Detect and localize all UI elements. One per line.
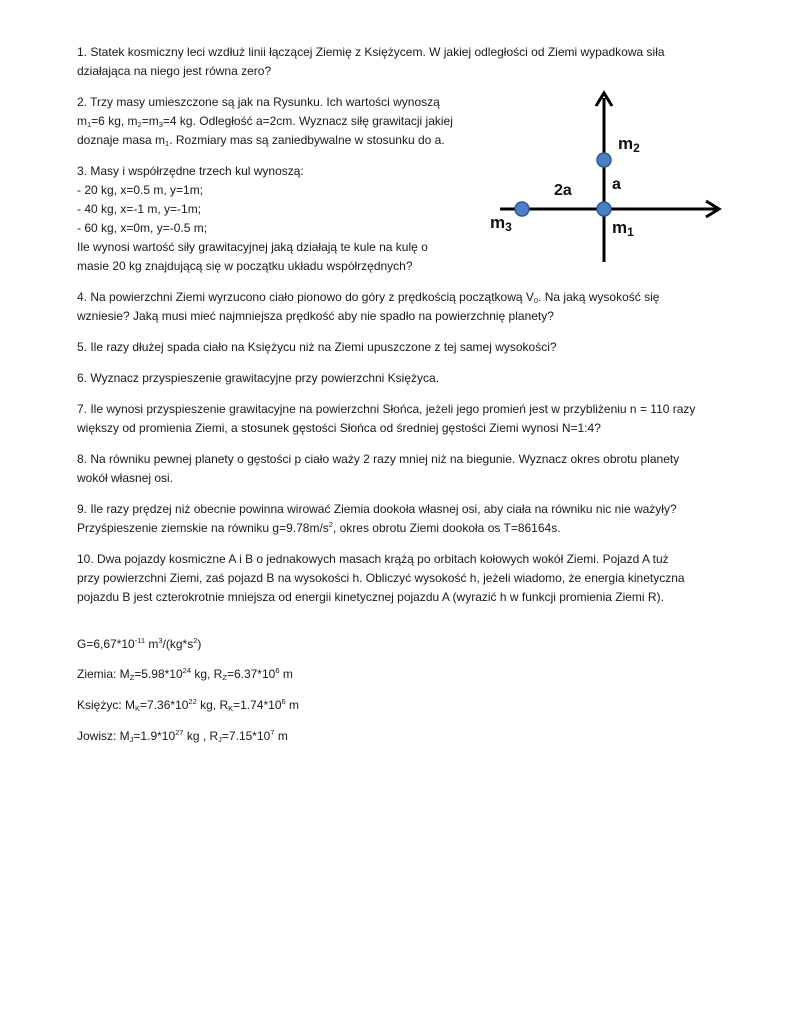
text-run: 4. Na powierzchni Ziemi wyrzucono ciało pionowo do góry z prędkością początkową V: [77, 290, 534, 304]
text-run: m: [279, 667, 293, 681]
problem-9-line-2: [77, 519, 561, 538]
label-m2-sub: 2: [633, 141, 640, 155]
problem-3-line-6: masie 20 kg znajdującą się w początku układu współrzędnych?: [77, 259, 413, 273]
mass-m3-dot: [515, 202, 529, 216]
text-run: G=6,67*10: [77, 637, 135, 651]
label-2a: 2a: [554, 182, 572, 199]
text-run: =4 kg. Odległość a=2cm. Wyznacz siłę grawitacji jakiej: [162, 114, 453, 128]
label-m1: [612, 218, 634, 239]
problem-7-line-2: większy od promienia Ziemi, a stosunek gęstości Słońca od średniej gęstości Ziemi wynosi N=1:4?: [77, 421, 601, 435]
superscript: 7: [270, 728, 275, 737]
problem-10-line-3: pojazdu B jest czterokrotnie mniejsza od energii kinetycznej pojazdu A (wyrazić h w funkcji promienia Ziemi R).: [77, 590, 664, 604]
problem-8-line-1: 8. Na równiku pewnej planety o gęstości p ciało waży 2 razy mniej niż na biegunie. Wyznacz okres obrotu planety: [77, 452, 680, 466]
constant-ksiezyc: [77, 696, 299, 715]
text-run: /(kg*s: [162, 637, 194, 651]
text-run: kg, R: [196, 698, 229, 712]
constant-ziemia: [77, 665, 293, 684]
label-m2-letter: m: [618, 134, 634, 153]
text-run: kg , R: [183, 729, 219, 743]
text-run: m: [285, 698, 300, 712]
mass-m2-dot: [597, 153, 611, 167]
superscript: 2: [193, 636, 198, 645]
subscript: J: [129, 735, 134, 744]
superscript: 22: [188, 697, 197, 706]
subscript: Z: [129, 673, 135, 682]
text-run: Ziemia: M: [77, 667, 130, 681]
problem-2-line-1: 2. Trzy masy umieszczone są jak na Rysunku. Ich wartości wynoszą: [77, 95, 440, 109]
problem-10-line-2: przy powierzchni Ziemi, zaś pojazd B na wysokości h. Obliczyć wysokość h, jeżeli wiadomo, że energia kinetyczna: [77, 571, 685, 585]
subscript: 2: [137, 120, 142, 129]
problem-1-line-1: 1. Statek kosmiczny leci wzdłuż linii łączącej Ziemię z Księżycem. W jakiej odległości od Ziemi wypadkowa siła: [77, 45, 665, 59]
text-run: m: [77, 114, 87, 128]
problem-3-line-5: Ile wynosi wartość siły grawitacyjnej jaką działają te kule na kulę o: [77, 240, 428, 254]
subscript: K: [228, 704, 234, 713]
problem-10-line-1: 10. Dwa pojazdy kosmiczne A i B o jednakowych masach krążą po orbitach kołowych wokół Ziemi. Pojazd A tuż: [77, 552, 669, 566]
mass-m1-dot: [597, 202, 611, 216]
subscript: 1: [87, 120, 92, 129]
text-run: =5.98*10: [134, 667, 183, 681]
problem-4-line-2: wzniesie? Jaką musi mieć najmniejsza prędkość aby nie spadło na powierzchnię planety?: [77, 309, 554, 323]
label-m1-letter: m: [612, 218, 628, 237]
text-run: =m: [141, 114, 159, 128]
label-a: a: [612, 176, 621, 193]
text-run: Księżyc: M: [77, 698, 136, 712]
text-run: , okres obrotu Ziemi dookoła os T=86164s.: [332, 521, 561, 535]
mass-diagram: [482, 86, 722, 266]
label-m2: [618, 134, 640, 155]
superscript: 6: [281, 697, 286, 706]
subscript: J: [218, 735, 222, 744]
problem-9-line-1: 9. Ile razy prędzej niż obecnie powinna wirować Ziemia dookoła własnej osi, aby ciała na równiku nic nie ważyły?: [77, 502, 677, 516]
text-run: =1.9*10: [133, 729, 176, 743]
subscript: Z: [222, 673, 227, 682]
text-run: . Rozmiary mas są zaniedbywalne w stosunku do a.: [169, 133, 445, 147]
superscript: 3: [158, 636, 163, 645]
problem-6-line-1: 6. Wyznacz przyspieszenie grawitacyjne przy powierzchni Księżyca.: [77, 371, 440, 385]
problem-2-line-2: [77, 112, 453, 131]
text-run: =7.36*10: [140, 698, 189, 712]
text-run: Jowisz: M: [77, 729, 130, 743]
problem-4-line-1: [77, 288, 659, 307]
problem-1-line-2: działająca na niego jest równa zero?: [77, 64, 272, 78]
label-m3: [490, 213, 512, 234]
text-run: m: [145, 637, 159, 651]
label-m3-sub: 3: [505, 220, 512, 234]
problem-2-line-3: [77, 131, 445, 150]
text-run: . Na jaką wysokość się: [538, 290, 660, 304]
superscript: 27: [175, 728, 184, 737]
superscript: 6: [275, 666, 280, 675]
text-run: =1.74*10: [233, 698, 282, 712]
problem-3-line-1: 3. Masy i współrzędne trzech kul wynoszą:: [77, 164, 304, 178]
superscript: 24: [182, 666, 191, 675]
text-run: =7.15*10: [221, 729, 271, 743]
text-run: =6.37*10: [226, 667, 276, 681]
problem-3-line-2: - 20 kg, x=0.5 m, y=1m;: [77, 183, 204, 197]
subscript: K: [135, 704, 141, 713]
problem-8-line-2: wokół własnej osi.: [77, 471, 174, 485]
label-m1-sub: 1: [627, 225, 634, 239]
superscript: 2: [328, 520, 333, 529]
subscript: 1: [165, 139, 170, 148]
subscript: 3: [158, 120, 163, 129]
text-run: ): [197, 637, 202, 651]
text-run: m: [274, 729, 288, 743]
text-run: =6 kg, m: [91, 114, 138, 128]
superscript: -11: [134, 636, 146, 645]
constant-g: [77, 635, 201, 654]
problem-3-line-4: - 60 kg, x=0m, y=-0.5 m;: [77, 221, 208, 235]
label-m3-letter: m: [490, 213, 506, 232]
text-run: doznaje masa m: [77, 133, 166, 147]
text-run: kg, R: [191, 667, 223, 681]
text-run: Przyśpieszenie ziemskie na równiku g=9.78m/s: [77, 521, 329, 535]
subscript: 0: [533, 296, 539, 305]
problem-7-line-1: 7. Ile wynosi przyspieszenie grawitacyjne na powierzchni Słońca, jeżeli jego promień jest w przybliżeniu n = 110 razy: [77, 402, 696, 416]
problem-3-line-3: - 40 kg, x=-1 m, y=-1m;: [77, 202, 202, 216]
problem-5-line-1: 5. Ile razy dłużej spada ciało na Księżycu niż na Ziemi upuszczone z tej samej wysokości?: [77, 340, 557, 354]
constant-jowisz: [77, 727, 288, 746]
